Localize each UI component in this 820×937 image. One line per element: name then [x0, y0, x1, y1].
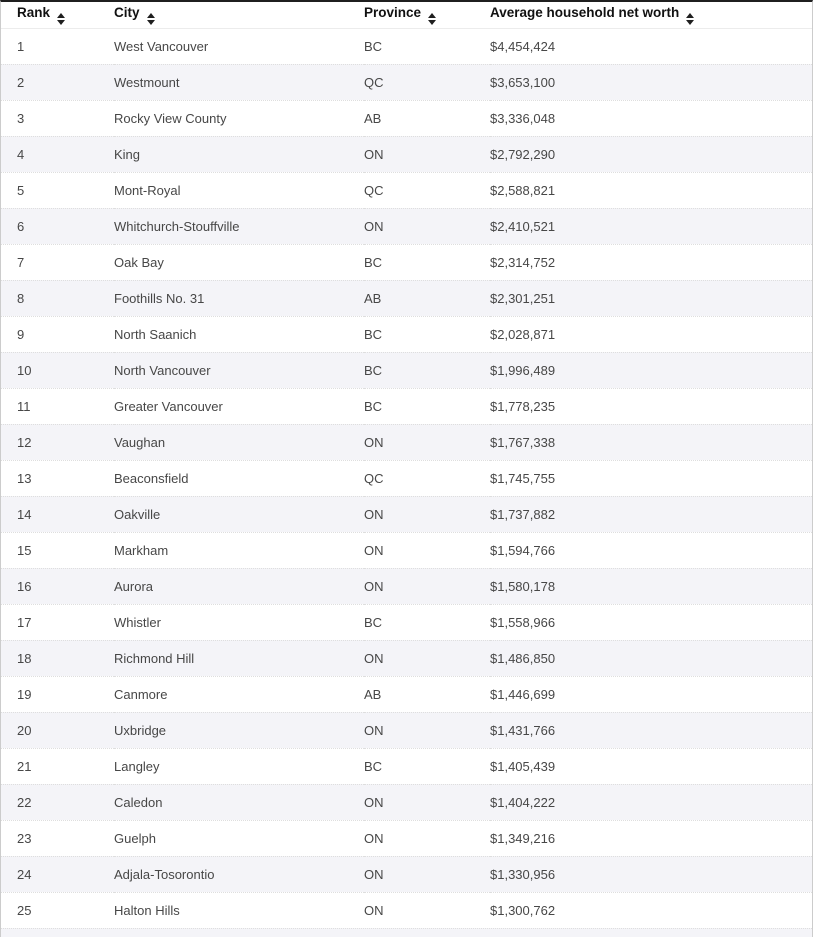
table-row [1, 64, 812, 100]
net_worth-cell: $2,410,521 [490, 208, 812, 244]
province-cell: ON [364, 424, 490, 460]
province-cell: ON [364, 640, 490, 676]
table-row [1, 856, 812, 892]
province-cell: BC [364, 28, 490, 64]
table-row [1, 460, 812, 496]
rank-cell: 6 [1, 208, 114, 244]
next-row-peek [1, 928, 812, 937]
city-cell: Vaughan [114, 424, 364, 460]
net_worth-cell: $2,314,752 [490, 244, 812, 280]
rank-cell: 25 [1, 892, 114, 928]
city-cell: Mont-Royal [114, 172, 364, 208]
net_worth-cell: $1,778,235 [490, 388, 812, 424]
table-row [1, 676, 812, 712]
table-row [1, 640, 812, 676]
table-row [1, 136, 812, 172]
province-cell: ON [364, 208, 490, 244]
net_worth-cell: $1,330,956 [490, 856, 812, 892]
sort-updown-icon [686, 13, 694, 25]
rank-cell: 16 [1, 568, 114, 604]
province-cell: BC [364, 244, 490, 280]
net_worth-cell: $1,594,766 [490, 532, 812, 568]
city-cell: King [114, 136, 364, 172]
table-header [1, 2, 812, 28]
city-cell: Aurora [114, 568, 364, 604]
net_worth-cell: $1,737,882 [490, 496, 812, 532]
city-cell: Oakville [114, 496, 364, 532]
table-row [1, 244, 812, 280]
net_worth-cell: $3,336,048 [490, 100, 812, 136]
net_worth-cell: $1,349,216 [490, 820, 812, 856]
net_worth-cell: $1,446,699 [490, 676, 812, 712]
province-cell: QC [364, 64, 490, 100]
rank-cell: 21 [1, 748, 114, 784]
rank-cell: 20 [1, 712, 114, 748]
table-row [1, 208, 812, 244]
column-header-province[interactable] [364, 2, 490, 28]
province-cell: ON [364, 568, 490, 604]
net_worth-cell: $3,653,100 [490, 64, 812, 100]
table-body [1, 28, 812, 928]
rank-cell: 10 [1, 352, 114, 388]
net_worth-cell: $1,996,489 [490, 352, 812, 388]
province-cell: ON [364, 712, 490, 748]
province-cell: ON [364, 496, 490, 532]
rank-cell: 4 [1, 136, 114, 172]
table-row [1, 748, 812, 784]
net_worth-cell: $1,486,850 [490, 640, 812, 676]
column-header-city[interactable] [114, 2, 364, 28]
city-cell: North Saanich [114, 316, 364, 352]
province-cell: AB [364, 280, 490, 316]
province-cell: ON [364, 136, 490, 172]
column-header-province-label: Province [364, 4, 422, 20]
city-cell: Beaconsfield [114, 460, 364, 496]
net_worth-cell: $1,405,439 [490, 748, 812, 784]
province-cell: ON [364, 820, 490, 856]
rank-cell: 14 [1, 496, 114, 532]
sort-updown-icon [57, 13, 65, 25]
table-row [1, 100, 812, 136]
rank-cell: 3 [1, 100, 114, 136]
net_worth-cell: $1,745,755 [490, 460, 812, 496]
city-cell: Westmount [114, 64, 364, 100]
rank-cell: 18 [1, 640, 114, 676]
column-header-rank-label: Rank [17, 4, 51, 20]
table-row [1, 496, 812, 532]
column-header-city-label: City [114, 4, 140, 20]
table-row [1, 604, 812, 640]
rank-cell: 23 [1, 820, 114, 856]
province-cell: ON [364, 784, 490, 820]
city-cell: Greater Vancouver [114, 388, 364, 424]
province-cell: ON [364, 532, 490, 568]
net_worth-cell: $2,792,290 [490, 136, 812, 172]
sort-updown-icon [147, 13, 155, 25]
rank-cell: 7 [1, 244, 114, 280]
city-cell: Caledon [114, 784, 364, 820]
table-row [1, 280, 812, 316]
rank-cell: 9 [1, 316, 114, 352]
table-row [1, 316, 812, 352]
column-header-net-worth[interactable] [490, 2, 812, 28]
net_worth-cell: $1,580,178 [490, 568, 812, 604]
rank-cell: 11 [1, 388, 114, 424]
province-cell: BC [364, 352, 490, 388]
table-row [1, 172, 812, 208]
table-row [1, 568, 812, 604]
column-header-rank[interactable] [1, 2, 114, 28]
province-cell: ON [364, 856, 490, 892]
net_worth-cell: $1,767,338 [490, 424, 812, 460]
city-cell: Uxbridge [114, 712, 364, 748]
net_worth-cell: $4,454,424 [490, 28, 812, 64]
city-cell: Adjala-Tosorontio [114, 856, 364, 892]
net_worth-cell: $1,558,966 [490, 604, 812, 640]
table-row [1, 388, 812, 424]
city-cell: Oak Bay [114, 244, 364, 280]
city-cell: Foothills No. 31 [114, 280, 364, 316]
table-row [1, 820, 812, 856]
city-cell: Canmore [114, 676, 364, 712]
city-cell: Richmond Hill [114, 640, 364, 676]
net_worth-cell: $2,028,871 [490, 316, 812, 352]
province-cell: AB [364, 676, 490, 712]
province-cell: QC [364, 172, 490, 208]
province-cell: BC [364, 388, 490, 424]
column-header-net-worth-label: Average household net worth [490, 4, 680, 20]
rank-cell: 24 [1, 856, 114, 892]
city-cell: Whitchurch-Stouffville [114, 208, 364, 244]
rank-cell: 22 [1, 784, 114, 820]
province-cell: AB [364, 100, 490, 136]
table-row [1, 28, 812, 64]
net_worth-cell: $2,588,821 [490, 172, 812, 208]
province-cell: BC [364, 316, 490, 352]
net_worth-cell: $1,431,766 [490, 712, 812, 748]
rank-cell: 13 [1, 460, 114, 496]
city-cell: North Vancouver [114, 352, 364, 388]
province-cell: BC [364, 604, 490, 640]
city-cell: Langley [114, 748, 364, 784]
city-cell: Halton Hills [114, 892, 364, 928]
rank-cell: 17 [1, 604, 114, 640]
table-row [1, 532, 812, 568]
table-row [1, 352, 812, 388]
net_worth-cell: $2,301,251 [490, 280, 812, 316]
rank-cell: 1 [1, 28, 114, 64]
table-row [1, 712, 812, 748]
table-row [1, 784, 812, 820]
table-row [1, 424, 812, 460]
province-cell: BC [364, 748, 490, 784]
city-cell: West Vancouver [114, 28, 364, 64]
city-cell: Rocky View County [114, 100, 364, 136]
net_worth-cell: $1,300,762 [490, 892, 812, 928]
rank-cell: 8 [1, 280, 114, 316]
province-cell: ON [364, 892, 490, 928]
rank-cell: 19 [1, 676, 114, 712]
rank-cell: 2 [1, 64, 114, 100]
table-row [1, 892, 812, 928]
rank-cell: 15 [1, 532, 114, 568]
city-cell: Markham [114, 532, 364, 568]
rank-cell: 5 [1, 172, 114, 208]
sort-updown-icon [428, 13, 436, 25]
province-cell: QC [364, 460, 490, 496]
net_worth-cell: $1,404,222 [490, 784, 812, 820]
city-cell: Guelph [114, 820, 364, 856]
city-cell: Whistler [114, 604, 364, 640]
rank-cell: 12 [1, 424, 114, 460]
